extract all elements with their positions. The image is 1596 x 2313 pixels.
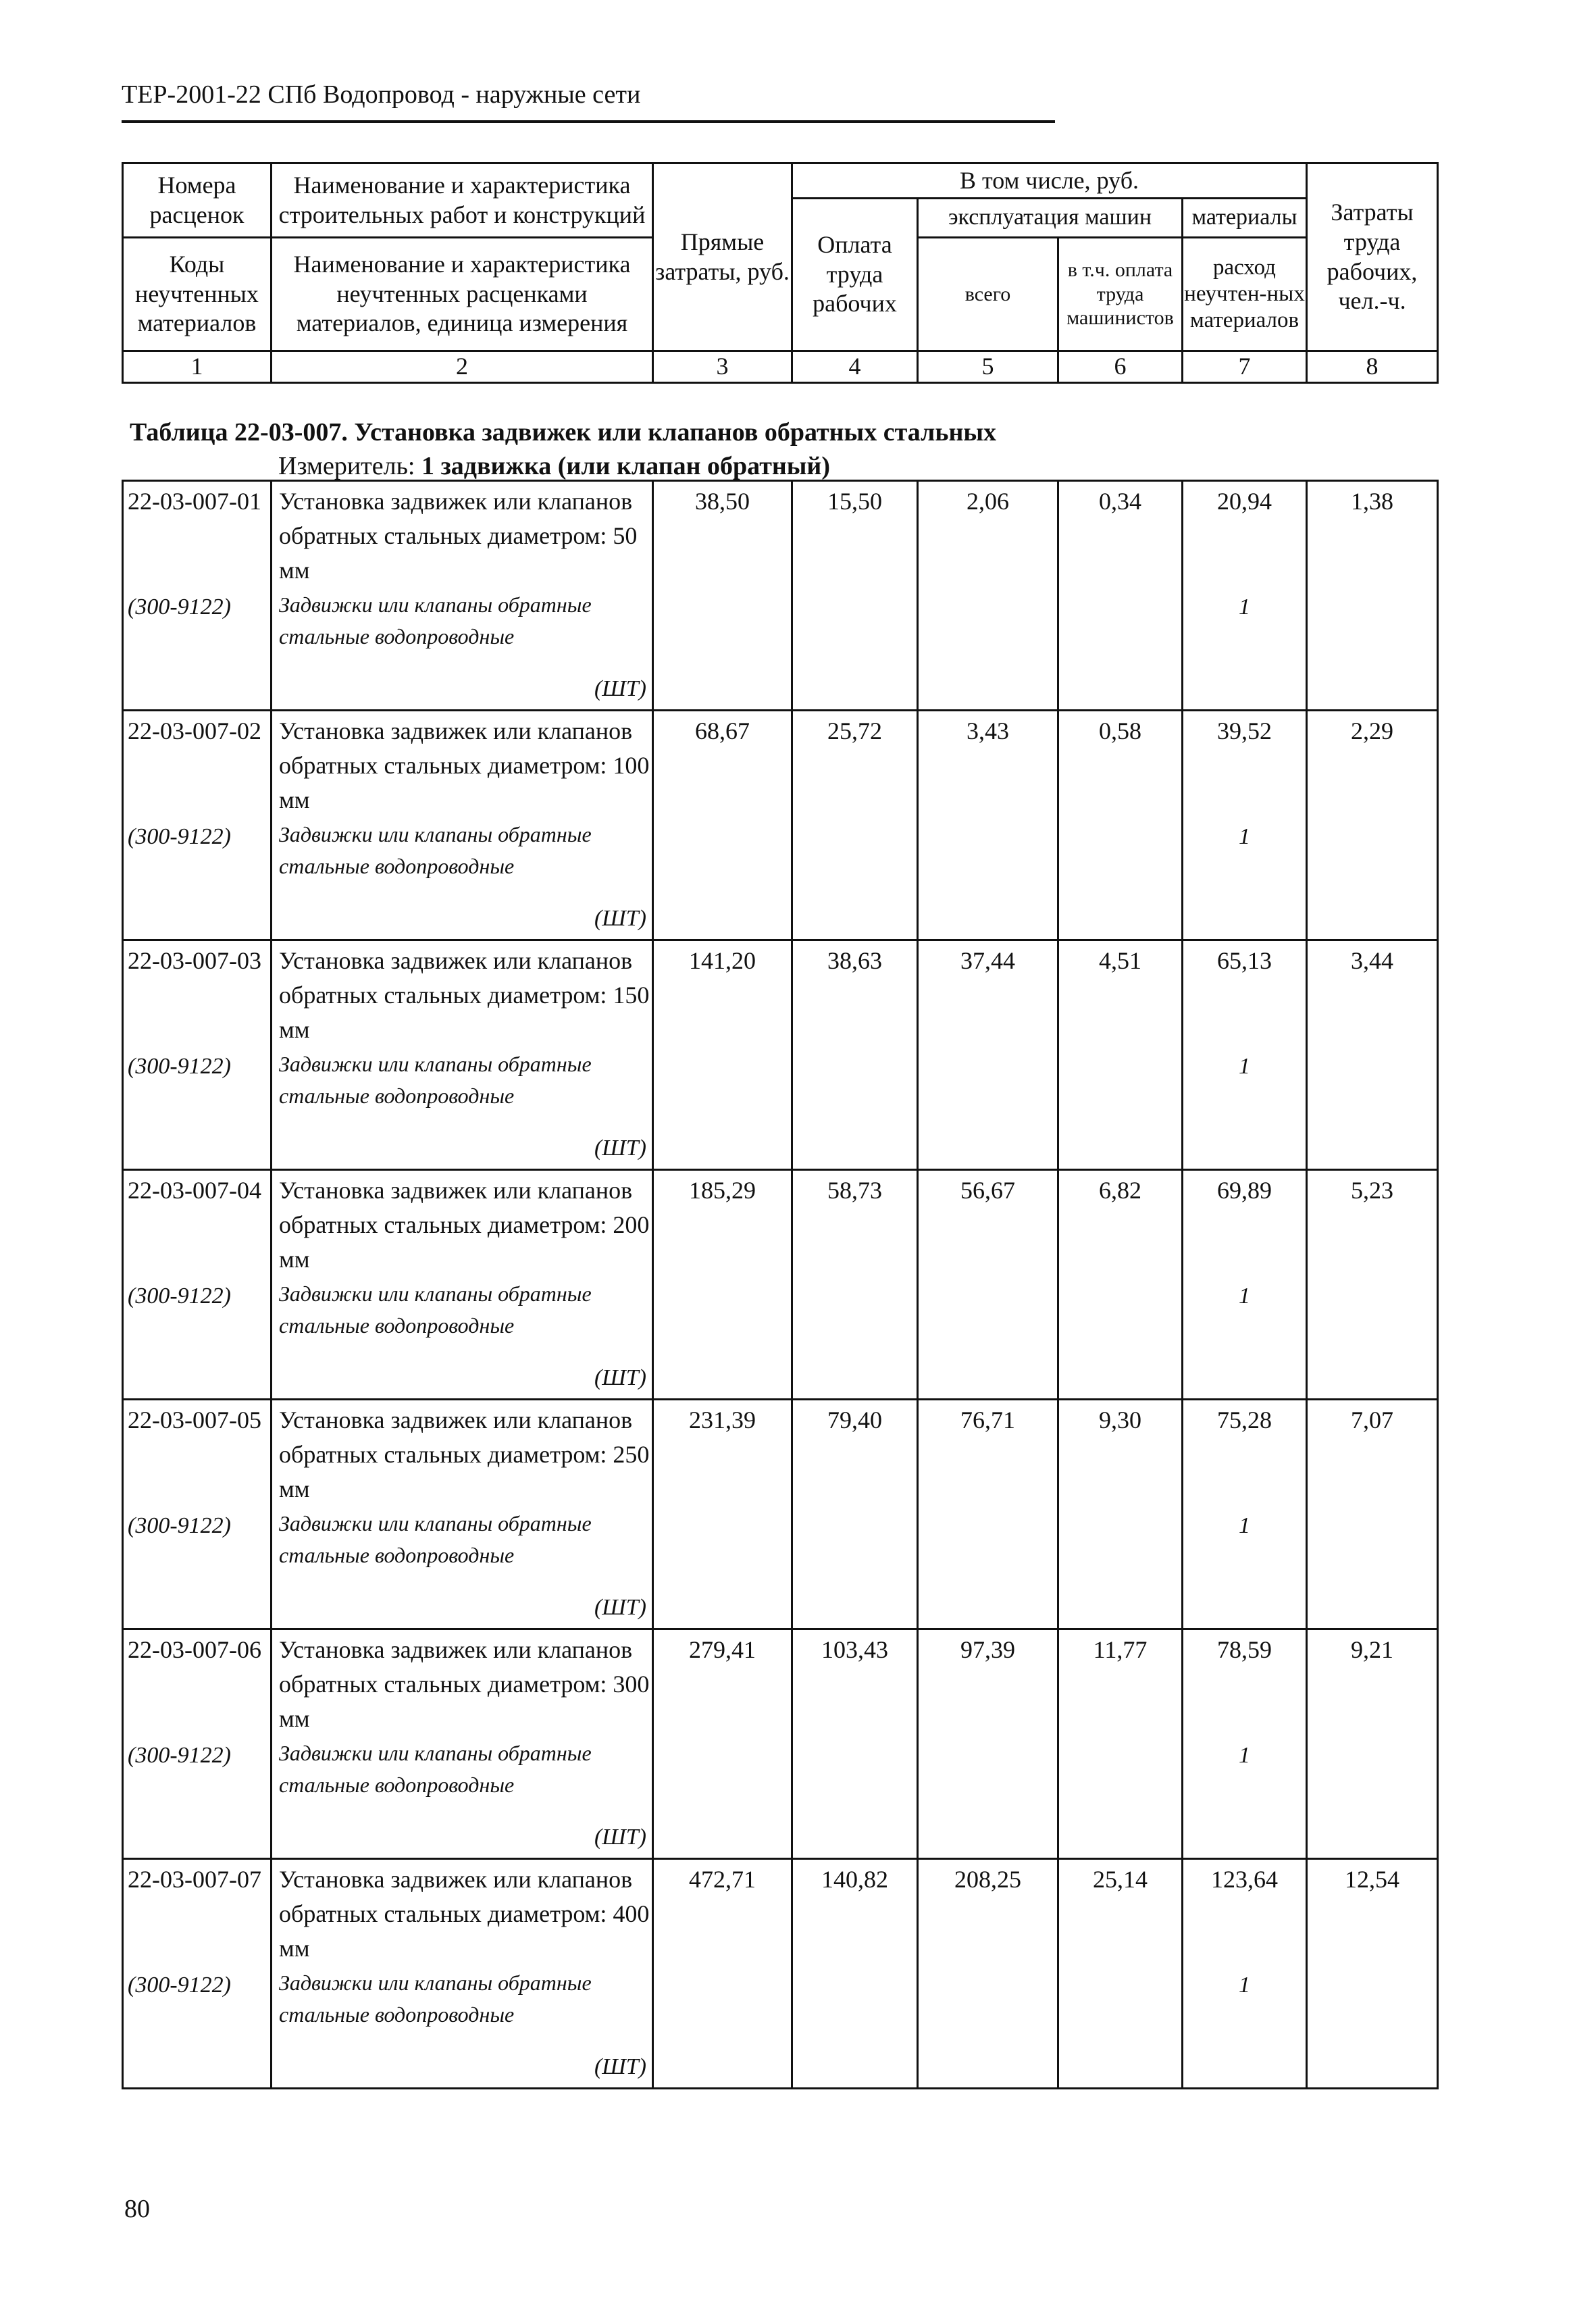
table-unit-label: Измеритель: — [278, 452, 421, 480]
machinist-pay: 4,51 — [1058, 940, 1183, 1170]
col-number-1: 1 — [123, 351, 272, 383]
description-cell — [272, 481, 653, 711]
materials-cell — [1183, 711, 1307, 940]
rates-table — [122, 480, 1439, 2089]
materials-cost: 69,89 — [1217, 1177, 1272, 1204]
material-name: Задвижки или клапаны обратные стальные водопроводные — [279, 1281, 592, 1338]
work-name: Установка задвижек или клапанов обратных стальных диаметром: 300 мм — [279, 1636, 650, 1733]
col-number-6: 6 — [1058, 351, 1183, 383]
table-title: Таблица 22-03-007. Установка задвижек или клапанов обратных стальных — [130, 418, 997, 447]
machines-total: 37,44 — [918, 940, 1058, 1170]
col-header-materials: материалы — [1183, 199, 1307, 238]
machinist-pay: 11,77 — [1058, 1629, 1183, 1859]
direct-costs: 141,20 — [653, 940, 792, 1170]
col-header-material-codes: Коды неучтенных материалов — [123, 238, 272, 351]
labor-hours: 3,44 — [1307, 940, 1438, 1170]
description-cell — [272, 711, 653, 940]
col-header-rate-numbers: Номера расценок — [123, 163, 272, 238]
work-name: Установка задвижек или клапанов обратных стальных диаметром: 250 мм — [279, 1406, 650, 1503]
col-number-4: 4 — [792, 351, 918, 383]
materials-cost: 75,28 — [1217, 1406, 1272, 1433]
description-cell — [272, 1859, 653, 2089]
material-code: (300-9122) — [128, 1743, 231, 1768]
rate-code-cell — [123, 940, 272, 1170]
material-unit: (ШТ) — [594, 1824, 646, 1850]
material-name: Задвижки или клапаны обратные стальные водопроводные — [279, 592, 592, 649]
col-number-3: 3 — [653, 351, 792, 383]
materials-cost: 78,59 — [1217, 1636, 1272, 1663]
col-header-labor-hours: Затраты труда рабочих, чел.-ч. — [1307, 163, 1438, 351]
materials-cell — [1183, 940, 1307, 1170]
material-code: (300-9122) — [128, 594, 231, 619]
header-rule — [122, 120, 1055, 123]
machinist-pay: 0,34 — [1058, 481, 1183, 711]
rate-code-cell — [123, 711, 272, 940]
col-header-labor-pay: Оплата труда рабочих — [792, 199, 918, 351]
labor-pay: 15,50 — [792, 481, 918, 711]
direct-costs: 38,50 — [653, 481, 792, 711]
materials-cell — [1183, 1170, 1307, 1400]
rate-code-cell — [123, 1629, 272, 1859]
rate-code: 22-03-007-05 — [128, 1406, 261, 1433]
materials-cost: 65,13 — [1217, 947, 1272, 974]
description-cell — [272, 1170, 653, 1400]
material-name: Задвижки или клапаны обратные стальные водопроводные — [279, 822, 592, 878]
col-header-material-name: Наименование и характеристика неучтенных расценками материалов, единица измерения — [272, 238, 653, 351]
work-name: Установка задвижек или клапанов обратных стальных диаметром: 150 мм — [279, 947, 650, 1044]
col-header-machines-total: всего — [918, 238, 1058, 351]
page-number: 80 — [124, 2195, 150, 2223]
col-number-8: 8 — [1307, 351, 1438, 383]
labor-pay: 103,43 — [792, 1629, 918, 1859]
col-header-work-name: Наименование и характеристика строительных работ и конструкций — [272, 163, 653, 238]
table-row — [123, 1629, 1438, 1859]
materials-cell — [1183, 1859, 1307, 2089]
machinist-pay: 25,14 — [1058, 1859, 1183, 2089]
materials-cost: 123,64 — [1211, 1866, 1278, 1893]
col-header-material-consumption: расход неучтен-ных материалов — [1183, 238, 1307, 351]
rate-code: 22-03-007-03 — [128, 947, 261, 974]
description-cell — [272, 940, 653, 1170]
table-row — [123, 1170, 1438, 1400]
machinist-pay: 6,82 — [1058, 1170, 1183, 1400]
labor-pay: 25,72 — [792, 711, 918, 940]
col-header-machines: эксплуатация машин — [918, 199, 1183, 238]
machines-total: 56,67 — [918, 1170, 1058, 1400]
labor-pay: 140,82 — [792, 1859, 918, 2089]
rate-code-cell — [123, 1170, 272, 1400]
work-name: Установка задвижек или клапанов обратных стальных диаметром: 200 мм — [279, 1177, 650, 1273]
col-number-7: 7 — [1183, 351, 1307, 383]
material-unit: (ШТ) — [594, 905, 646, 931]
machines-total: 97,39 — [918, 1629, 1058, 1859]
labor-hours: 9,21 — [1307, 1629, 1438, 1859]
rate-code-cell — [123, 481, 272, 711]
rate-code: 22-03-007-07 — [128, 1866, 261, 1893]
material-code: (300-9122) — [128, 1283, 231, 1308]
rate-code: 22-03-007-06 — [128, 1636, 261, 1663]
col-number-2: 2 — [272, 351, 653, 383]
table-row — [123, 1859, 1438, 2089]
material-unit: (ШТ) — [594, 1365, 646, 1390]
column-header-table — [122, 162, 1439, 384]
page-header-title: ТЕР-2001-22 СПб Водопровод - наружные сети — [122, 80, 641, 109]
direct-costs: 68,67 — [653, 711, 792, 940]
work-name: Установка задвижек или клапанов обратных стальных диаметром: 400 мм — [279, 1866, 650, 1962]
work-name: Установка задвижек или клапанов обратных стальных диаметром: 50 мм — [279, 488, 638, 584]
material-code: (300-9122) — [128, 1513, 231, 1538]
col-header-including: В том числе, руб. — [792, 163, 1307, 199]
material-name: Задвижки или клапаны обратные стальные водопроводные — [279, 1741, 592, 1797]
labor-pay: 38,63 — [792, 940, 918, 1170]
labor-hours: 2,29 — [1307, 711, 1438, 940]
material-quantity: 1 — [1239, 824, 1250, 849]
material-quantity: 1 — [1239, 1743, 1250, 1768]
materials-cell — [1183, 1400, 1307, 1629]
rate-code-cell — [123, 1859, 272, 2089]
work-name: Установка задвижек или клапанов обратных стальных диаметром: 100 мм — [279, 717, 650, 814]
machines-total: 3,43 — [918, 711, 1058, 940]
table-row — [123, 1400, 1438, 1629]
col-header-machinist-pay: в т.ч. оплата труда машинистов — [1058, 238, 1183, 351]
labor-hours: 12,54 — [1307, 1859, 1438, 2089]
machines-total: 2,06 — [918, 481, 1058, 711]
rate-code: 22-03-007-02 — [128, 717, 261, 744]
direct-costs: 279,41 — [653, 1629, 792, 1859]
table-unit-value: 1 задвижка (или клапан обратный) — [421, 452, 830, 480]
labor-pay: 79,40 — [792, 1400, 918, 1629]
material-quantity: 1 — [1239, 1513, 1250, 1538]
material-code: (300-9122) — [128, 824, 231, 849]
labor-hours: 5,23 — [1307, 1170, 1438, 1400]
machines-total: 76,71 — [918, 1400, 1058, 1629]
col-number-5: 5 — [918, 351, 1058, 383]
machinist-pay: 9,30 — [1058, 1400, 1183, 1629]
direct-costs: 231,39 — [653, 1400, 792, 1629]
materials-cell — [1183, 1629, 1307, 1859]
rate-code-cell — [123, 1400, 272, 1629]
material-code: (300-9122) — [128, 1054, 231, 1079]
material-quantity: 1 — [1239, 1283, 1250, 1308]
material-quantity: 1 — [1239, 594, 1250, 619]
materials-cell — [1183, 481, 1307, 711]
material-code: (300-9122) — [128, 1973, 231, 1998]
direct-costs: 185,29 — [653, 1170, 792, 1400]
material-quantity: 1 — [1239, 1054, 1250, 1079]
col-header-direct-costs: Прямые затраты, руб. — [653, 163, 792, 351]
materials-cost: 20,94 — [1217, 488, 1272, 515]
table-row — [123, 940, 1438, 1170]
material-name: Задвижки или клапаны обратные стальные водопроводные — [279, 1511, 592, 1567]
materials-cost: 39,52 — [1217, 717, 1272, 744]
material-unit: (ШТ) — [594, 1135, 646, 1161]
direct-costs: 472,71 — [653, 1859, 792, 2089]
material-unit: (ШТ) — [594, 1594, 646, 1620]
machinist-pay: 0,58 — [1058, 711, 1183, 940]
material-name: Задвижки или клапаны обратные стальные водопроводные — [279, 1971, 592, 2027]
rate-code: 22-03-007-01 — [128, 488, 261, 515]
machines-total: 208,25 — [918, 1859, 1058, 2089]
material-unit: (ШТ) — [594, 676, 646, 701]
description-cell — [272, 1400, 653, 1629]
table-unit — [278, 451, 830, 481]
table-row — [123, 711, 1438, 940]
labor-hours: 7,07 — [1307, 1400, 1438, 1629]
labor-pay: 58,73 — [792, 1170, 918, 1400]
material-unit: (ШТ) — [594, 2054, 646, 2079]
material-name: Задвижки или клапаны обратные стальные водопроводные — [279, 1052, 592, 1108]
description-cell — [272, 1629, 653, 1859]
labor-hours: 1,38 — [1307, 481, 1438, 711]
rate-code: 22-03-007-04 — [128, 1177, 261, 1204]
material-quantity: 1 — [1239, 1973, 1250, 1998]
table-row — [123, 481, 1438, 711]
